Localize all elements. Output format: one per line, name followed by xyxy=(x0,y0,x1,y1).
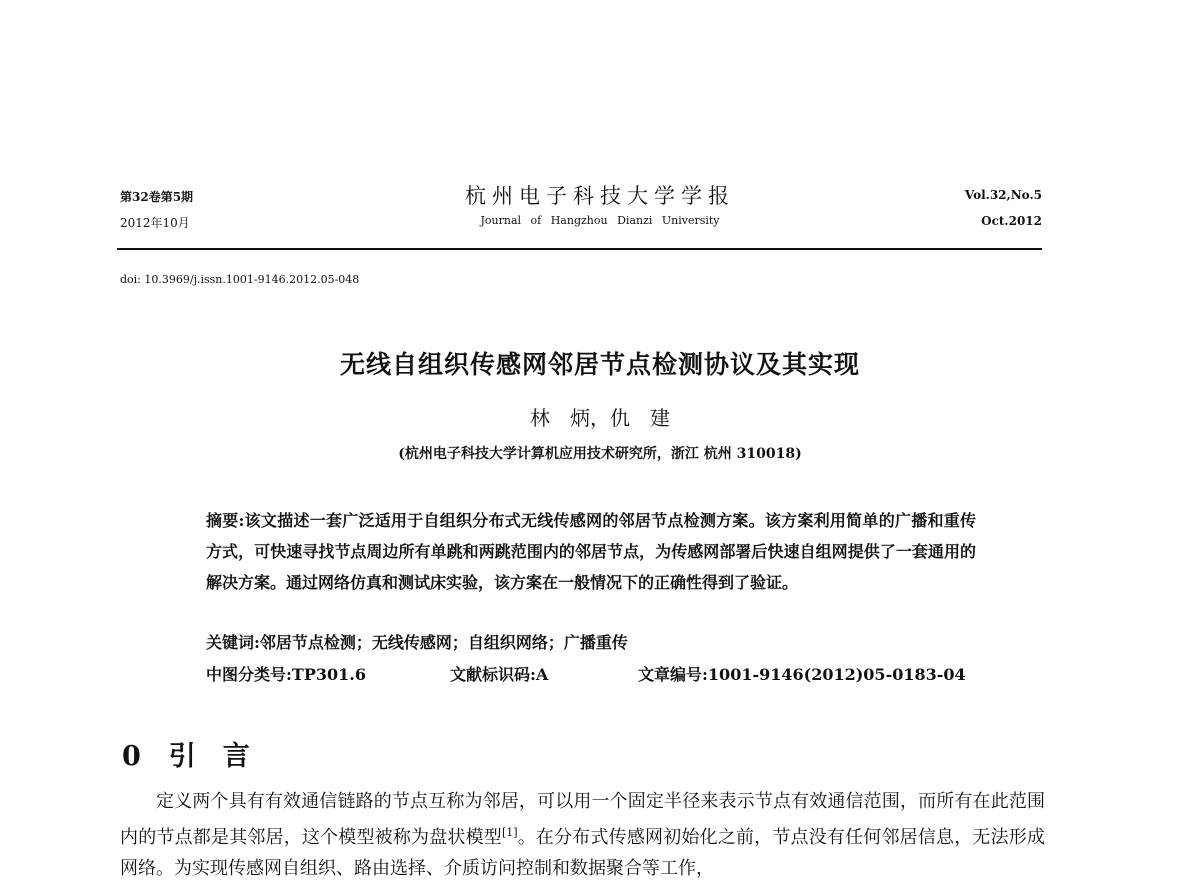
section-title: 引 言 xyxy=(168,741,250,772)
clc-label: 中图分类号: xyxy=(206,665,292,684)
article-number xyxy=(638,662,966,685)
header-rule xyxy=(117,248,1042,250)
journal-title-cn: 杭州电子科技大学学报 xyxy=(465,184,735,208)
doc-code-value: A xyxy=(535,665,549,684)
abstract-text: 该文描述一套广泛适用于自组织分布式无线传感网的邻居节点检测方案。该方案利用简单的广播和重传方式，可快速寻找节点周边所有单跳和两跳范围内的邻居节点，为传感网部署后快速自组网提供了一套通用的解决方案。通过网络仿真和测试床实验，该方案在一般情况下的正确性得到了验证。 xyxy=(206,511,976,592)
section-heading xyxy=(122,734,250,773)
body-paragraph xyxy=(120,786,1045,884)
volume-en: Vol.32,No.5 xyxy=(964,188,1042,202)
journal-title-en: Journal of Hangzhou Dianzi University xyxy=(480,214,720,227)
affiliation: (杭州电子科技大学计算机应用技术研究所，浙江 杭州 310018) xyxy=(398,446,802,462)
authors: 林 炳，仇 建 xyxy=(530,406,670,430)
date-en: Oct.2012 xyxy=(981,214,1042,228)
doc-code-label: 文献标识码: xyxy=(450,665,536,684)
article-number-label: 文章编号: xyxy=(638,665,708,684)
keywords xyxy=(206,630,628,653)
abstract-label: 摘要: xyxy=(206,511,245,530)
doi: doi: 10.3969/j.issn.1001-9146.2012.05-048 xyxy=(120,273,360,286)
keywords-label: 关键词: xyxy=(206,633,260,652)
body-text: 。在分布式传感网初始化之前，节点没有任何邻居信息，无法形成网络。为实现传感网自组织、路由选择、介质访问控制和数据聚合等工作， xyxy=(120,827,1045,879)
article-number-value: 1001-9146(2012)05-0183-04 xyxy=(707,665,966,684)
clc xyxy=(206,662,366,685)
body-text: 定义两个具有有效通信链路的节点互称为邻居，可以用一个固定半径来表示节点有效通信范围，而所有在此范围内的节点都是其邻居，这个模型被称为盘状模型 xyxy=(120,791,1045,848)
clc-value: TP301.6 xyxy=(291,665,366,684)
abstract xyxy=(206,505,976,598)
citation: [1] xyxy=(501,826,518,839)
date-cn: 2012年10月 xyxy=(120,216,190,230)
volume-issue: 第32卷第5期 xyxy=(120,190,194,204)
keywords-text: 邻居节点检测；无线传感网；自组织网络；广播重传 xyxy=(259,633,628,652)
section-number: 0 xyxy=(122,741,141,772)
paper-title: 无线自组织传感网邻居节点检测协议及其实现 xyxy=(339,350,860,379)
doc-code xyxy=(450,662,548,685)
